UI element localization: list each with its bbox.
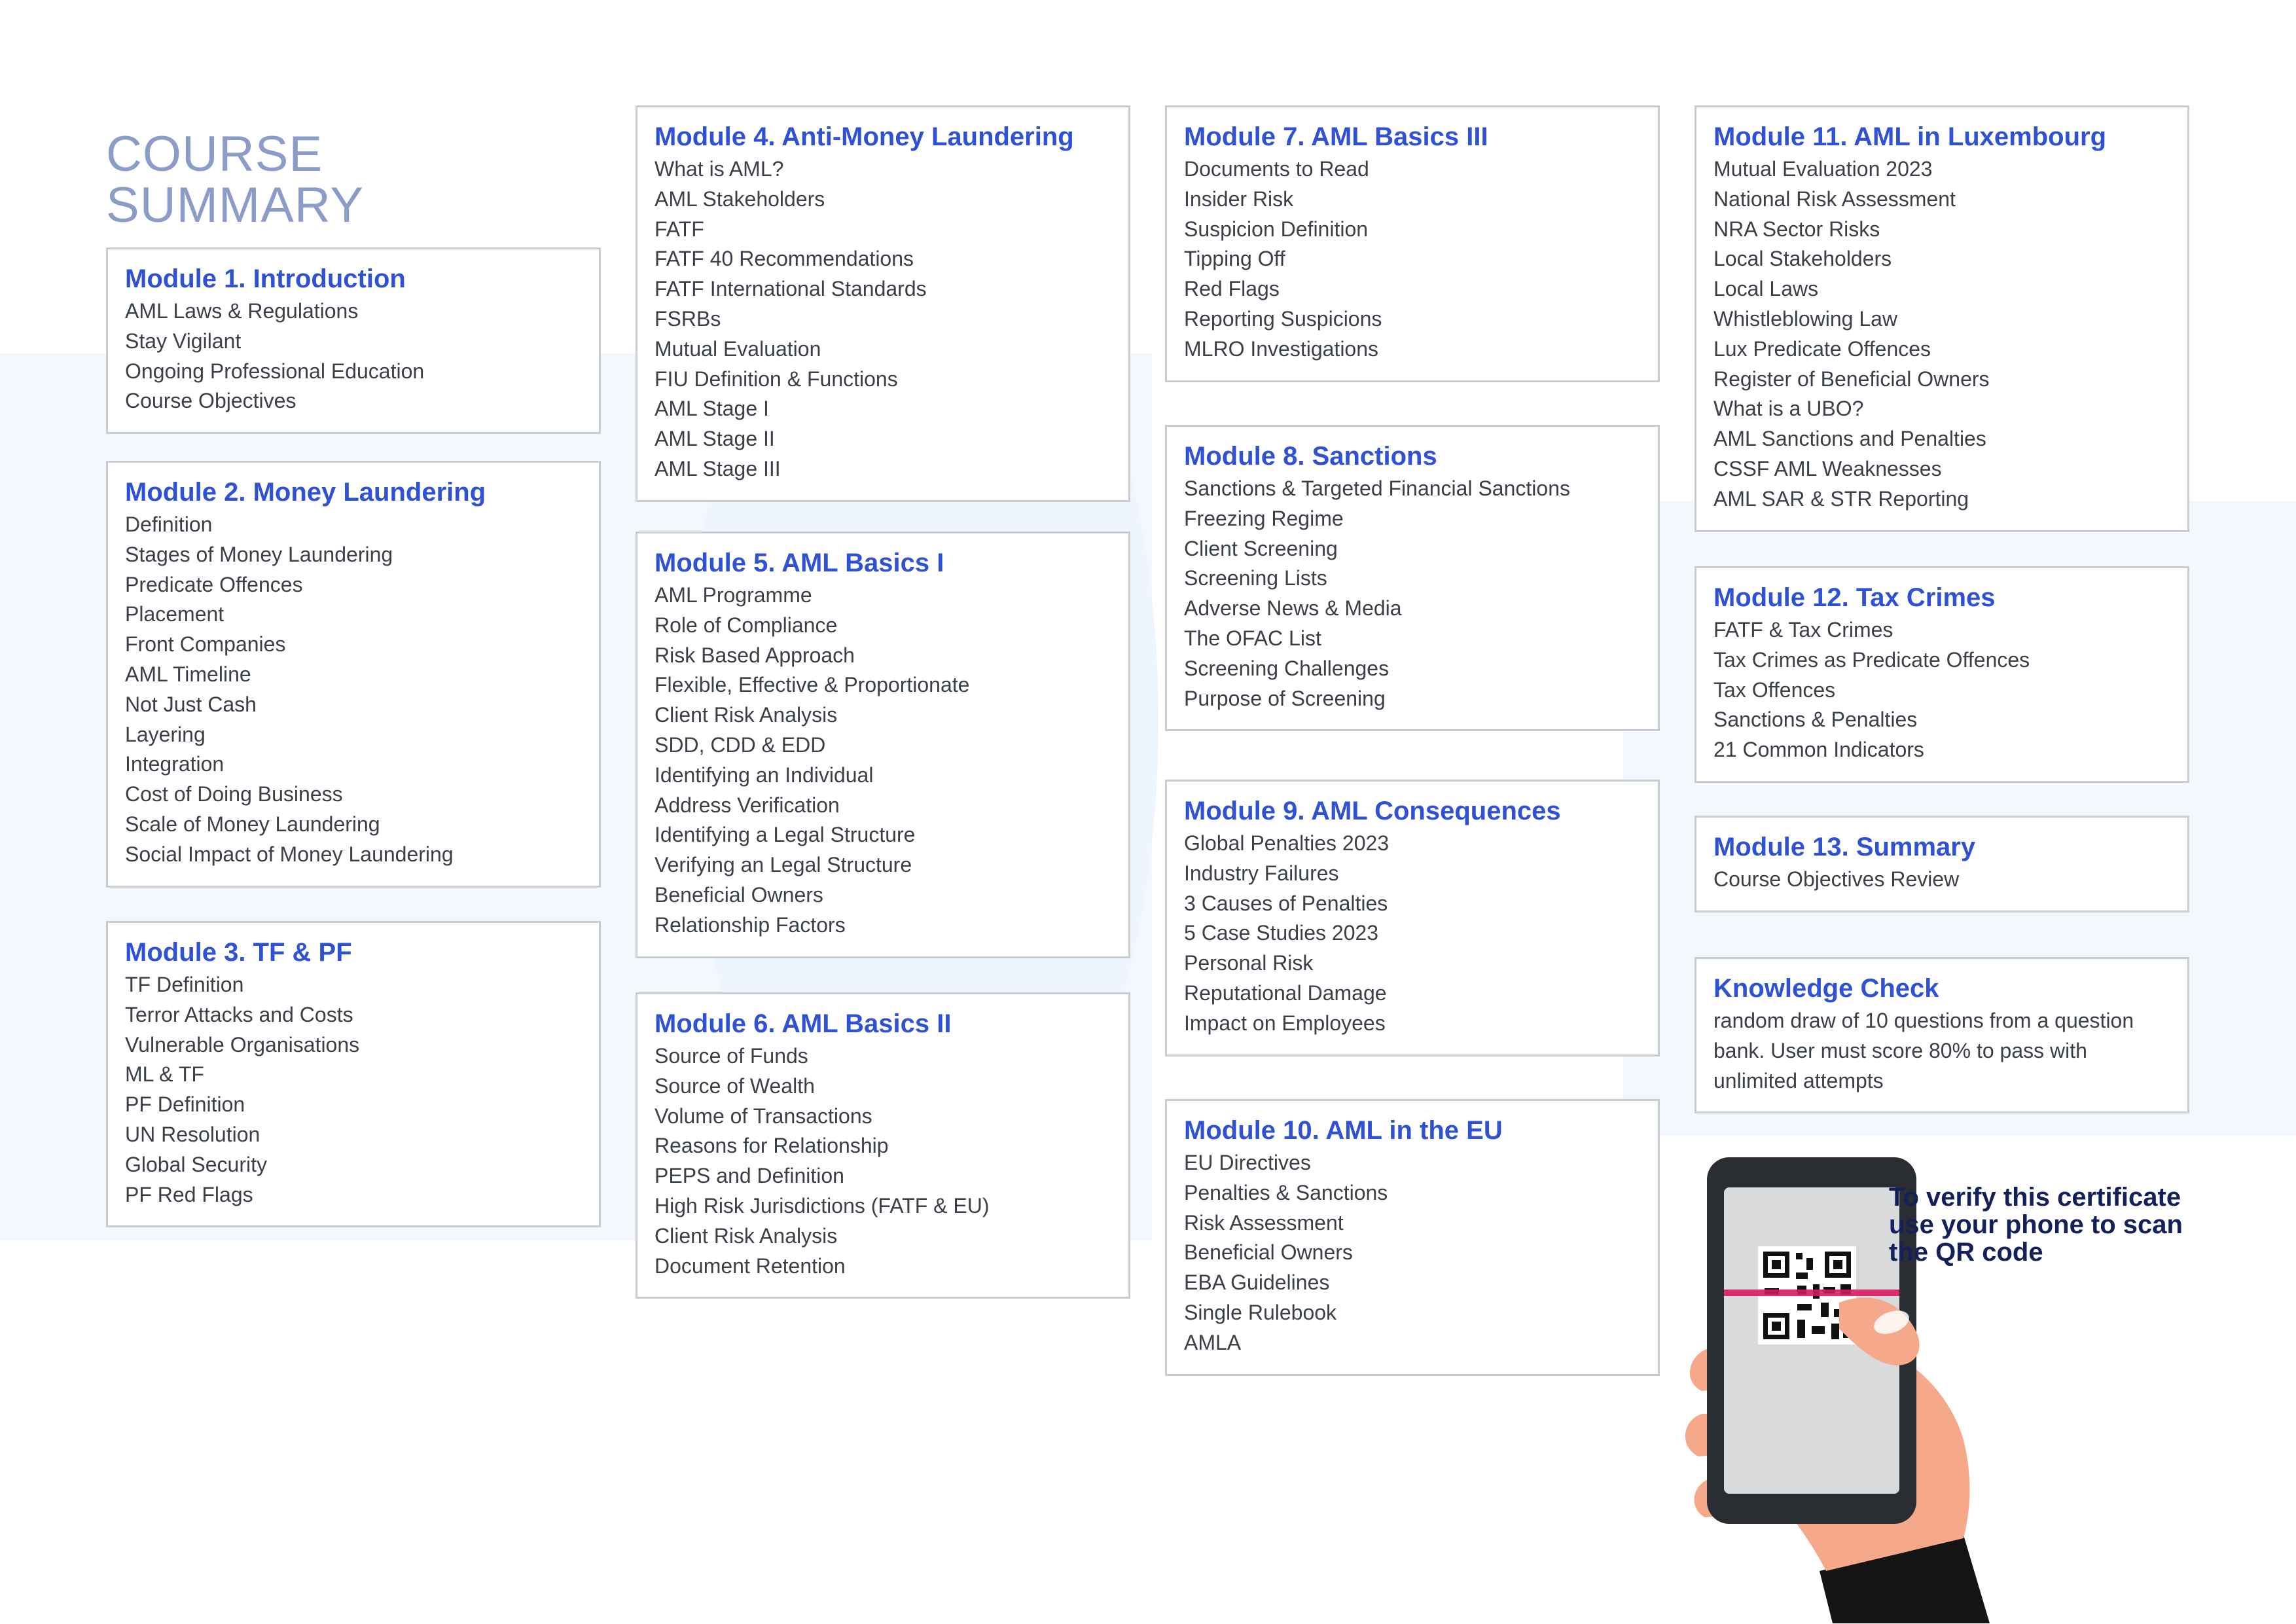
topic-item: AML SAR & STR Reporting (1713, 486, 1969, 511)
topic-item: 5 Case Studies 2023 (1184, 921, 1379, 945)
module-title: Module 13. Summary (1713, 833, 1976, 861)
topic-item: Beneficial Owners (655, 882, 823, 907)
topic-item: Source of Funds (655, 1044, 808, 1068)
knowledge-check-description: random draw of 10 questions from a question bank. User must score 80% to pass with unlimited attempts (1713, 1009, 2134, 1092)
topic-list (1184, 154, 1641, 365)
topic-item: Global Penalties 2023 (1184, 831, 1390, 855)
topic-list (1713, 615, 2170, 765)
module-card-12 (1695, 566, 2189, 783)
topic-list (125, 970, 582, 1210)
topic-item: SDD, CDD & EDD (655, 732, 826, 757)
topic-item: Tax Offences (1713, 677, 1836, 702)
topic-item: Penalties & Sanctions (1184, 1180, 1388, 1204)
topic-item: NRA Sector Risks (1713, 217, 1880, 241)
topic-item: Reporting Suspicions (1184, 306, 1382, 331)
topic-item: Single Rulebook (1184, 1300, 1337, 1324)
topic-item: Source of Wealth (655, 1074, 815, 1098)
module-title: Module 12. Tax Crimes (1713, 583, 1996, 612)
topic-item: AML Laws & Regulations (125, 299, 359, 323)
topic-list (125, 510, 582, 870)
topic-item: Purpose of Screening (1184, 686, 1386, 710)
topic-item: What is a UBO? (1713, 397, 1864, 421)
topic-list (1713, 154, 2170, 514)
topic-item: Verifying an Legal Structure (655, 853, 912, 877)
topic-item: Layering (125, 722, 206, 746)
page-title: COURSE SUMMARY (106, 126, 365, 233)
topic-item: Not Just Cash (125, 692, 257, 716)
topic-item: EU Directives (1184, 1151, 1311, 1174)
topic-item: MLRO Investigations (1184, 336, 1379, 361)
topic-item: Client Screening (1184, 536, 1338, 560)
topic-item: Screening Challenges (1184, 656, 1390, 680)
module-card-4 (636, 105, 1130, 502)
topic-item: Relationship Factors (655, 912, 846, 937)
topic-item: Local Laws (1713, 277, 1819, 301)
module-card-7 (1165, 105, 1660, 382)
topic-item: TF Definition (125, 973, 244, 996)
topic-item: Tipping Off (1184, 247, 1285, 271)
knowledge-check-title: Knowledge Check (1713, 974, 1939, 1003)
topic-item: Volume of Transactions (655, 1104, 872, 1128)
topic-item: AMLA (1184, 1330, 1242, 1354)
module-title: Module 7. AML Basics III (1184, 122, 1488, 151)
topic-item: The OFAC List (1184, 626, 1321, 650)
topic-list (1184, 829, 1641, 1039)
topic-item: Impact on Employees (1184, 1011, 1386, 1035)
topic-item: High Risk Jurisdictions (FATF & EU) (655, 1193, 990, 1218)
topic-item: AML Stakeholders (655, 187, 825, 211)
module-card-6 (636, 992, 1130, 1299)
topic-item: Stay Vigilant (125, 329, 242, 353)
module-card-11 (1695, 105, 2189, 532)
topic-item: Stages of Money Laundering (125, 542, 393, 566)
topic-item: CSSF AML Weaknesses (1713, 456, 1942, 480)
topic-item: Screening Lists (1184, 566, 1327, 590)
topic-item: FATF International Standards (655, 277, 927, 301)
module-title: Module 3. TF & PF (125, 938, 352, 967)
module-title: Module 2. Money Laundering (125, 478, 486, 507)
module-title: Module 1. Introduction (125, 264, 406, 293)
module-card-8 (1165, 425, 1660, 731)
topic-item: Insider Risk (1184, 187, 1294, 211)
topic-item: Ongoing Professional Education (125, 359, 425, 383)
topic-item: Adverse News & Media (1184, 596, 1402, 621)
topic-item: Freezing Regime (1184, 506, 1344, 530)
topic-item: Cost of Doing Business (125, 782, 343, 806)
topic-item: AML Timeline (125, 662, 251, 686)
topic-item: ML & TF (125, 1062, 204, 1087)
topic-item: FIU Definition & Functions (655, 367, 898, 391)
topic-item: Documents to Read (1184, 157, 1369, 181)
topic-item: AML Sanctions and Penalties (1713, 427, 1986, 451)
topic-item: Definition (125, 513, 213, 536)
topic-item: AML Stage III (655, 456, 781, 480)
module-card-2 (106, 461, 601, 888)
verify-instructions: To verify this certificate use your phone to scan the QR code (1889, 1183, 2183, 1267)
topic-item: Social Impact of Money Laundering (125, 842, 454, 866)
topic-item: Placement (125, 602, 224, 626)
module-card-13 (1695, 816, 2189, 912)
topic-item: PEPS and Definition (655, 1164, 844, 1188)
topic-item: National Risk Assessment (1713, 187, 1956, 211)
topic-list (655, 154, 1111, 484)
module-card-10 (1165, 1099, 1660, 1376)
module-title: Module 10. AML in the EU (1184, 1116, 1503, 1145)
topic-item: AML Programme (655, 583, 812, 607)
topic-item: What is AML? (655, 157, 784, 181)
topic-item: Risk Assessment (1184, 1210, 1344, 1235)
topic-item: AML Stage I (655, 397, 769, 421)
topic-item: Tax Crimes as Predicate Offences (1713, 647, 2030, 672)
topic-item: Vulnerable Organisations (125, 1032, 360, 1056)
topic-item: Beneficial Owners (1184, 1240, 1353, 1265)
topic-item: Sanctions & Targeted Financial Sanctions (1184, 477, 1570, 500)
topic-item: PF Red Flags (125, 1182, 253, 1206)
topic-item: Front Companies (125, 632, 286, 657)
topic-item: Identifying an Individual (655, 763, 874, 787)
topic-list (125, 297, 582, 416)
module-card-3 (106, 921, 601, 1227)
topic-item: Reputational Damage (1184, 981, 1387, 1005)
module-card-1 (106, 247, 601, 434)
topic-item: Local Stakeholders (1713, 247, 1892, 271)
module-card-5 (636, 532, 1130, 958)
topic-item: FATF 40 Recommendations (655, 247, 914, 271)
topic-item: FATF & Tax Crimes (1713, 618, 1893, 641)
topic-item: Reasons for Relationship (655, 1134, 889, 1158)
module-title: Module 9. AML Consequences (1184, 797, 1561, 825)
topic-item: Document Retention (655, 1254, 846, 1278)
topic-item: Register of Beneficial Owners (1713, 367, 1990, 391)
knowledge-check-card (1695, 957, 2189, 1113)
topic-item: AML Stage II (655, 427, 775, 451)
topic-item: 3 Causes of Penalties (1184, 891, 1388, 915)
topic-item: Terror Attacks and Costs (125, 1002, 353, 1026)
topic-item: Integration (125, 752, 224, 776)
topic-list (655, 581, 1111, 941)
topic-list (1713, 865, 2170, 895)
topic-item: PF Definition (125, 1092, 245, 1117)
module-title: Module 5. AML Basics I (655, 549, 944, 577)
topic-item: Address Verification (655, 793, 840, 817)
topic-item: Sanctions & Penalties (1713, 708, 1918, 732)
topic-item: Predicate Offences (125, 572, 303, 596)
topic-item: Mutual Evaluation 2023 (1713, 157, 1933, 181)
topic-item: Lux Predicate Offences (1713, 336, 1931, 361)
module-title: Module 4. Anti-Money Laundering (655, 122, 1074, 151)
topic-item: Risk Based Approach (655, 643, 855, 667)
topic-item: EBA Guidelines (1184, 1271, 1330, 1295)
topic-item: Whistleblowing Law (1713, 306, 1898, 331)
topic-item: FATF (655, 217, 704, 241)
topic-item: Suspicion Definition (1184, 217, 1369, 241)
topic-item: Identifying a Legal Structure (655, 823, 916, 847)
topic-item: Global Security (125, 1152, 267, 1176)
topic-list (1184, 1148, 1641, 1358)
topic-item: Red Flags (1184, 277, 1280, 301)
topic-item: FSRBs (655, 306, 721, 331)
topic-item: Scale of Money Laundering (125, 812, 380, 836)
topic-item: Mutual Evaluation (655, 336, 821, 361)
topic-item: 21 Common Indicators (1713, 738, 1924, 762)
module-title: Module 8. Sanctions (1184, 442, 1437, 471)
topic-item: Industry Failures (1184, 861, 1339, 885)
topic-item: Client Risk Analysis (655, 703, 838, 727)
topic-item: Flexible, Effective & Proportionate (655, 673, 970, 697)
module-title: Module 6. AML Basics II (655, 1009, 952, 1038)
topic-item: Client Risk Analysis (655, 1223, 838, 1248)
module-card-9 (1165, 780, 1660, 1056)
topic-list (1184, 474, 1641, 713)
topic-item: Course Objectives (125, 389, 296, 413)
topic-item: Role of Compliance (655, 613, 838, 637)
module-title: Module 11. AML in Luxembourg (1713, 122, 2107, 151)
topic-item: Course Objectives Review (1713, 867, 1960, 891)
topic-item: Personal Risk (1184, 951, 1314, 975)
topic-list (655, 1041, 1111, 1281)
topic-item: UN Resolution (125, 1122, 260, 1146)
